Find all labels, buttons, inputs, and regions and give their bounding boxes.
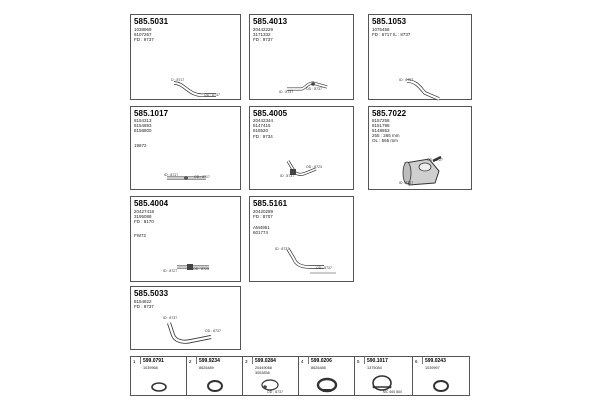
diameter-label: ID : 8737 (275, 247, 290, 251)
part-ref: 3195088 (134, 214, 152, 219)
part-ref: 601774 (253, 230, 269, 235)
part-ref: 8154822 (134, 299, 152, 304)
divider (364, 357, 365, 364)
clamp-bracket-icon (313, 375, 341, 393)
divider (422, 357, 423, 364)
part-code: 585.4013 (253, 17, 288, 26)
part-ref: OL : 565 mm (372, 138, 398, 143)
part-ref: FD : 6717 IL : 8737 (372, 32, 411, 37)
clamp-ring-icon (431, 379, 451, 393)
part-ref: 8148653 (372, 128, 390, 133)
part-card-1[interactable] (130, 14, 241, 100)
divider (196, 357, 197, 364)
part-ref: 8154313 (134, 118, 152, 123)
accessory-cell-3[interactable] (243, 357, 299, 395)
diameter-label: ID : 8717 (164, 173, 179, 177)
accessory-number: 2 (189, 359, 192, 364)
part-ref: 20442229 (253, 27, 274, 32)
part-code: 585.5161 (253, 199, 288, 208)
accessory-cell-1[interactable] (131, 357, 187, 395)
part-card-8[interactable] (249, 196, 354, 282)
part-ref: 818520 (253, 128, 269, 133)
part-ref: 3171332 (253, 32, 271, 37)
part-ref: 1076458 (372, 27, 390, 32)
accessory-code: 599.9234 (199, 358, 220, 364)
part-ref: 255 : 265 mm (372, 133, 400, 138)
diameter-label: OD : 8727 (427, 158, 443, 162)
part-ref: FD : 8170 (134, 219, 154, 224)
accessory-number: 1 (133, 359, 136, 364)
part-ref: AM4951 (253, 225, 270, 230)
accessory-number: 6 (415, 359, 418, 364)
diameter-label: D : 8717 (171, 78, 185, 82)
diameter-label: ID : 8737 (279, 90, 294, 94)
clamp-ring-icon (149, 381, 169, 393)
part-ref: 8157258 (372, 118, 390, 123)
diameter-label: ID : 8727 (163, 269, 178, 273)
part-ref: 20442344 (253, 118, 274, 123)
part-ref: FD : 8707 (253, 214, 273, 219)
part-card-6[interactable] (368, 106, 472, 190)
part-card-5[interactable] (249, 106, 354, 190)
part-card-7[interactable] (130, 196, 241, 282)
diameter-label: OD : 8723 (193, 267, 209, 271)
diameter-label: OD : 8723 (306, 165, 322, 169)
diameter-label: ID : 8737 (399, 78, 414, 82)
exhaust-pipe-drawing (282, 157, 322, 187)
diameter-label: OD : 8737 (306, 87, 322, 91)
diameter-label: OD : 8737 (205, 329, 221, 333)
part-ref: FD : 9737 (134, 37, 154, 42)
part-ref: 8158800 (134, 128, 152, 133)
part-code: 585.4005 (253, 109, 288, 118)
accessory-code: 599.0284 (255, 358, 276, 364)
accessory-code: 599.0206 (311, 358, 332, 364)
divider (252, 357, 253, 364)
accessory-code: 599.0791 (143, 358, 164, 364)
accessory-number: 4 (301, 359, 304, 364)
part-card-3[interactable] (368, 14, 472, 100)
accessory-cell-5[interactable] (355, 357, 413, 395)
part-ref: FD : 9737 (253, 37, 273, 42)
diameter-label: ID : 8737 (399, 181, 414, 185)
accessory-number: 5 (357, 359, 360, 364)
part-code: 585.1053 (372, 17, 407, 26)
diameter-label: OD : 8737 (316, 266, 332, 270)
divider (140, 357, 141, 364)
diameter-label: OD : 8737 (267, 390, 283, 394)
accessory-code: 599.0243 (425, 358, 446, 364)
part-ref: 8154893 (134, 123, 152, 128)
diameter-label: OD : 8717 (194, 175, 210, 179)
accessory-cell-6[interactable] (413, 357, 469, 395)
part-card-9[interactable] (130, 286, 241, 350)
accessory-ref: 8626488 (311, 366, 326, 370)
clamp-ring-icon (205, 379, 225, 393)
part-ref: 1038969 (134, 27, 152, 32)
accessory-ref: 20449068 (255, 366, 272, 370)
accessory-ref: 3053836 (255, 371, 270, 375)
part-code: 585.5031 (134, 17, 169, 26)
accessory-ref: 1039968 (143, 366, 158, 370)
part-ref: 8147415 (253, 123, 271, 128)
part-ref: 20420289 (253, 209, 274, 214)
part-ref: 8151798 (372, 123, 390, 128)
accessory-ref: 8626489 (199, 366, 214, 370)
diameter-label: ID : 8737 (280, 174, 295, 178)
part-card-2[interactable] (249, 14, 354, 100)
part-ref: 19672 (134, 143, 147, 148)
part-code: 585.1017 (134, 109, 169, 118)
accessory-ref: 1375084 (367, 366, 382, 370)
part-code: 585.4004 (134, 199, 169, 208)
accessory-cell-4[interactable] (299, 357, 355, 395)
part-ref: FD : 8737 (134, 304, 154, 309)
part-code: 585.7022 (372, 109, 407, 118)
divider (308, 357, 309, 364)
part-ref: 20427418 (134, 209, 155, 214)
part-ref: FD : 9734 (253, 134, 273, 139)
accessory-code: 590.1017 (367, 358, 388, 364)
part-ref: 8107267 (134, 32, 152, 37)
accessory-cell-2[interactable] (187, 357, 243, 395)
part-code: 585.5033 (134, 289, 169, 298)
part-card-4[interactable] (130, 106, 241, 190)
accessories-strip (130, 356, 470, 396)
diameter-label: OD : 8737 (204, 93, 220, 97)
accessory-ref: 1039997 (425, 366, 440, 370)
part-ref: FW72 (134, 233, 147, 238)
exhaust-pipe-drawing (161, 319, 221, 349)
diameter-label: ID : 8737 (163, 316, 178, 320)
dimension-label: MC 660 860 (383, 390, 403, 394)
accessory-number: 3 (245, 359, 248, 364)
